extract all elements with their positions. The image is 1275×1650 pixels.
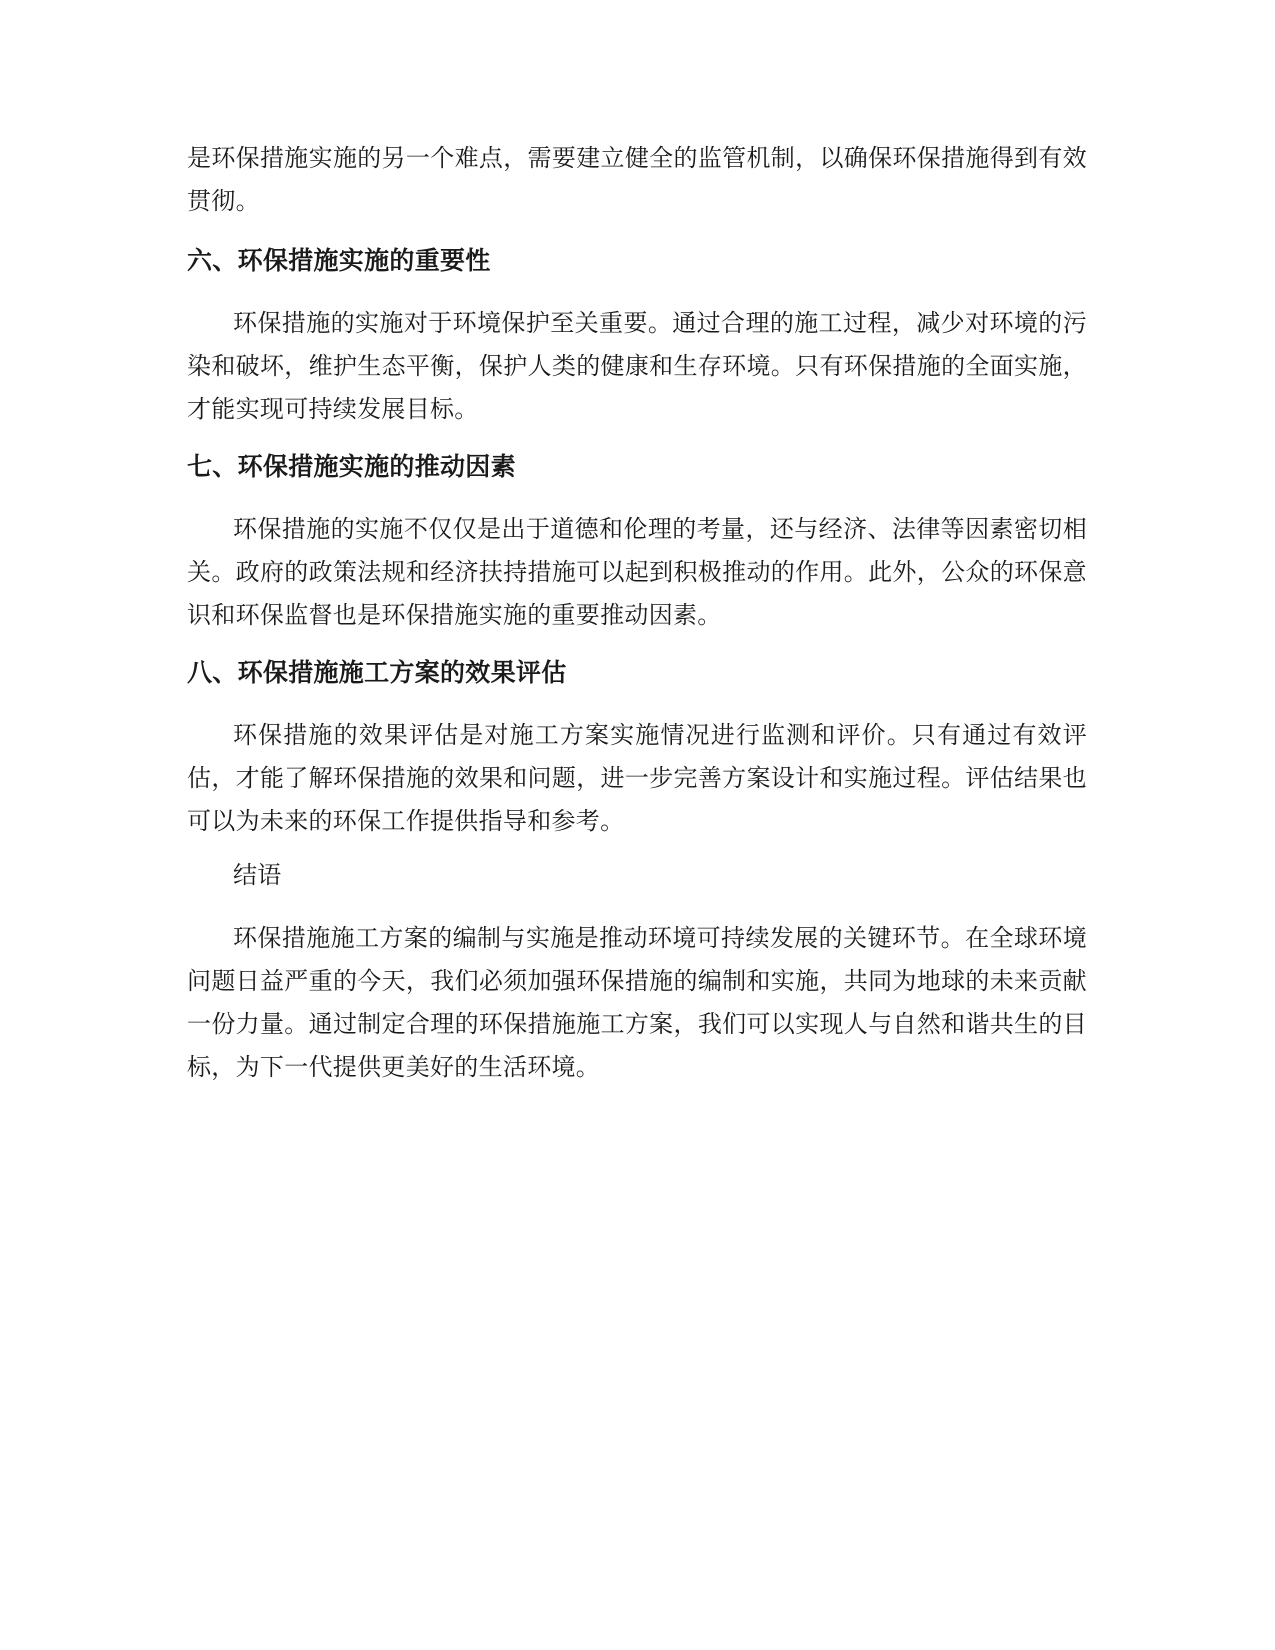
conclusion-label: 结语 (233, 861, 282, 889)
section-heading-importance: 六、环保措施实施的重要性 (187, 246, 491, 275)
section-body-evaluation: 环保措施的效果评估是对施工方案实施情况进行监测和评价。只有通过有效评估，才能了解环保措施的效果和问题，进一步完善方案设计和实施过程。评估结果也可以为未来的环保工作提供指导和参考。 (187, 721, 1087, 835)
conclusion-body: 环保措施施工方案的编制与实施是推动环境可持续发展的关键环节。在全球环境问题日益严重的今天，我们必须加强环保措施的编制和实施，共同为地球的未来贡献一份力量。通过制定合理的环保措施施工方案，我们可以实现人与自然和谐共生的目标，为下一代提供更美好的生活环境。 (187, 924, 1087, 1081)
section-body-drivers: 环保措施的实施不仅仅是出于道德和伦理的考量，还与经济、法律等因素密切相关。政府的政策法规和经济扶持措施可以起到积极推动的作用。此外，公众的环保意识和环保监督也是环保措施实施的重要推动因素。 (187, 515, 1087, 629)
section-heading-drivers: 七、环保措施实施的推动因素 (187, 452, 516, 481)
intro-continuation-paragraph: 是环保措施实施的另一个难点，需要建立健全的监管机制，以确保环保措施得到有效贯彻。 (187, 144, 1087, 215)
section-body-importance: 环保措施的实施对于环境保护至关重要。通过合理的施工过程，减少对环境的污染和破坏，维护生态平衡，保护人类的健康和生存环境。只有环保措施的全面实施，才能实现可持续发展目标。 (187, 309, 1087, 423)
section-heading-evaluation: 八、环保措施施工方案的效果评估 (187, 658, 567, 687)
